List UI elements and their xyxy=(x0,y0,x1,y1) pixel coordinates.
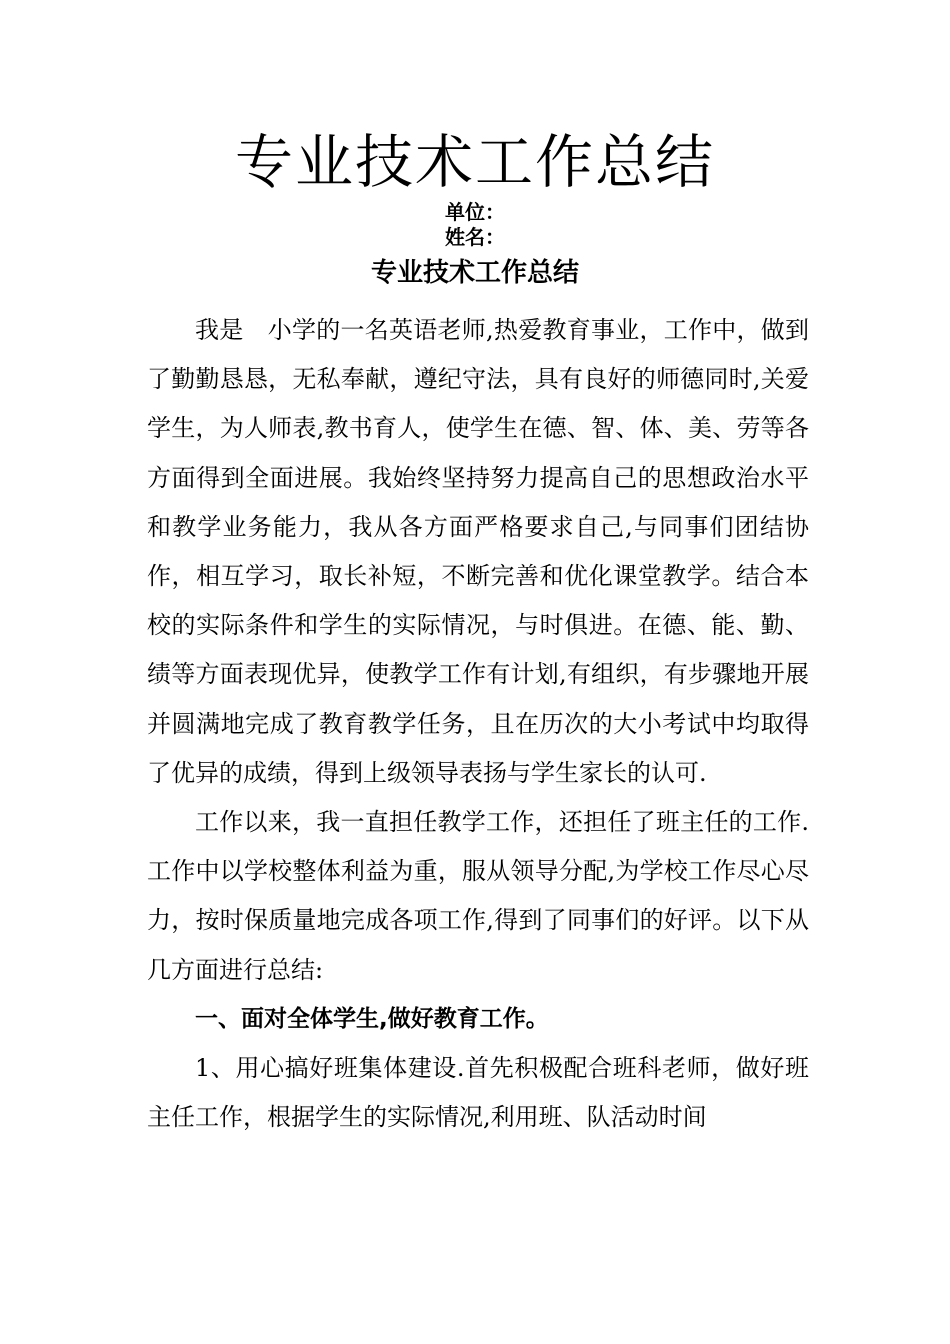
document-title: 专业技术工作总结 xyxy=(234,128,715,196)
document-body xyxy=(147,306,809,1142)
name-label: 姓名： xyxy=(445,225,505,249)
section-heading: 一、面对全体学生,做好教育工作。 xyxy=(195,1005,549,1032)
paragraph-section-one: 1、用心搞好班集体建设.首先积极配合班科老师，做好班主任工作，根据学生的实际情况,利用班、队活动时间 xyxy=(147,1054,809,1132)
unit-label: 单位： xyxy=(445,200,505,224)
document-subtitle: 专业技术工作总结 xyxy=(370,258,579,288)
paragraph-work-overview: 工作以来，我一直担任教学工作，还担任了班主任的工作.工作中以学校整体利益为重，服从领导分配,为学校工作尽心尽力，按时保质量地完成各项工作,得到了同事们的好评。以下从几方面进行总结: xyxy=(147,808,809,984)
paragraph-introduction: 我是 小学的一名英语老师,热爱教育事业，工作中，做到了勤勤恳恳，无私奉献，遵纪守法，具有良好的师德同时,关爱学生，为人师表,教书育人，使学生在德、智、体、美、劳等各方面得到全面进展。我始终坚持努力提高自己的思想政治水平和教学业务能力，我从各方面严格要求自己,与同事们团结协作，相互学习，取长补短，不断完善和优化课堂教学。结合本校的实际条件和学生的实际情况，与时俱进。在德、能、勤、绩等方面表现优异，使教学工作有计划,有组织，有步骤地开展并圆满地完成了教育教学任务，且在历次的大小考试中均取得了优异的成绩，得到上级领导表扬与学生家长的认可. xyxy=(147,316,809,787)
